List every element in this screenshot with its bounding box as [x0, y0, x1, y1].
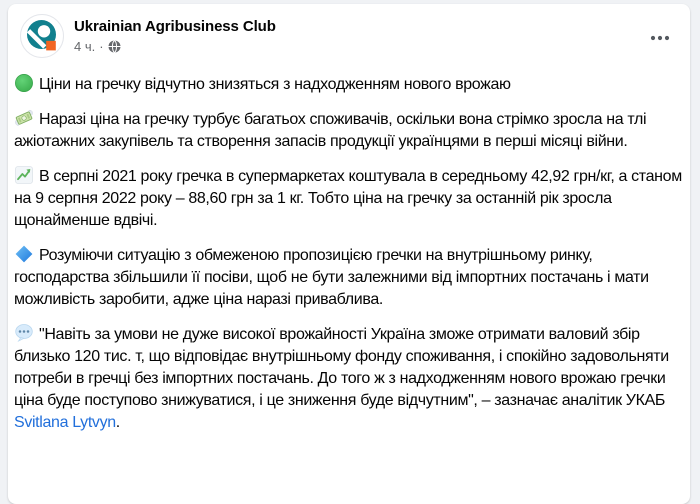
blue-diamond-emoji [14, 244, 34, 264]
page-avatar-logo [20, 14, 64, 58]
post-paragraph [14, 244, 684, 311]
post-meta-row [74, 38, 644, 55]
header-meta [74, 14, 644, 55]
post-headline [14, 73, 684, 96]
post-header [8, 4, 690, 58]
post-card [8, 4, 690, 504]
post-paragraph-suffix: . [115, 414, 120, 431]
post-paragraph [14, 323, 684, 434]
post-options-button[interactable] [644, 22, 676, 54]
analyst-profile-link[interactable]: Svitlana Lytvyn [14, 414, 116, 431]
post-paragraph [14, 165, 684, 232]
post-paragraph-text: Розуміючи ситуацію з обмеженою пропозицією гречки на внутрішньому ринку, господарства збільшили її посіви, щоб не бути залежними від імпортних постачань і мати можливість заробити, адже ціна наразі приваблива. [14, 247, 649, 308]
page-name-link[interactable]: Ukrainian Agribusiness Club [74, 18, 276, 35]
speech-balloon-emoji [14, 323, 34, 343]
meta-separator: · [99, 39, 104, 54]
green-circle-emoji [14, 73, 34, 93]
post-body [8, 58, 690, 450]
post-paragraph [14, 108, 684, 153]
chart-increasing-emoji [14, 165, 34, 185]
ellipsis-menu-icon [650, 35, 670, 41]
post-paragraph-text: В серпні 2021 року гречка в супермаркетах коштувала в середньому 42,92 грн/кг, а станом на 9 серпня 2022 року – 88,60 грн за 1 кг. Тобто ціна на гречку за останній рік зросла щонайменше вдвічі. [14, 168, 682, 229]
globe-public-icon [108, 40, 121, 53]
post-headline-text: Ціни на гречку відчутно знизяться з надходженням нового врожаю [39, 76, 511, 93]
page-avatar[interactable] [20, 14, 64, 58]
post-timestamp[interactable]: 4 ч. [74, 39, 96, 54]
post-paragraph-text: Наразі ціна на гречку турбує багатьох споживачів, оскільки вона стрімко зросла на тлі ажіотажних закупівель та створення запасів продукції українцями в перші місяці війни. [14, 111, 647, 150]
post-paragraph-text: "Навіть за умови не дуже високої врожайності Україна зможе отримати валовий збір близько 120 тис. т, що відповідає внутрішньому фонду споживання, і спокійно задовольняти потреби в гречці без імпортних постачань. До того ж з надходженням нового врожаю гречки ціна буде поступово знижуватися, і це зниження буде відчутним", – зазначає аналітик УКАБ [14, 326, 669, 409]
money-with-wings-emoji [14, 108, 34, 128]
